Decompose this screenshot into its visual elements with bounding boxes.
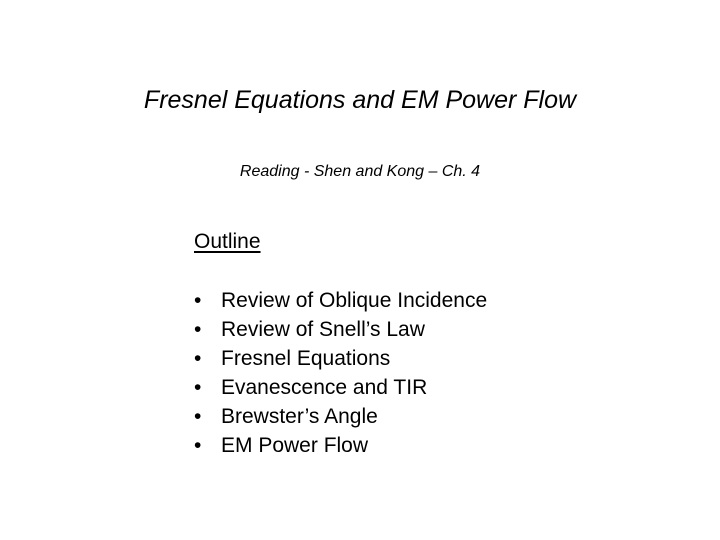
outline-item [194,402,487,431]
outline-item-label: Fresnel Equations [221,347,391,370]
outline-item [194,431,487,460]
bullet-icon: • [194,405,202,428]
bullet-icon: • [194,434,202,457]
outline-list [194,286,487,460]
outline-item-label: Review of Oblique Incidence [221,289,488,312]
outline-item-label: Brewster’s Angle [221,405,378,428]
bullet-icon: • [194,347,202,370]
outline-item [194,286,487,315]
outline-item [194,373,487,402]
outline-item [194,315,487,344]
outline-item-label: EM Power Flow [221,434,369,457]
bullet-icon: • [194,289,202,312]
slide-title: Fresnel Equations and EM Power Flow [143,86,577,114]
outline-item [194,344,487,373]
bullet-icon: • [194,318,202,341]
reading-subtitle: Reading - Shen and Kong – Ch. 4 [239,163,481,180]
outline-item-label: Evanescence and TIR [221,376,428,399]
bullet-icon: • [194,376,202,399]
outline-item-label: Review of Snell’s Law [221,318,425,341]
outline-heading: Outline [194,230,261,253]
